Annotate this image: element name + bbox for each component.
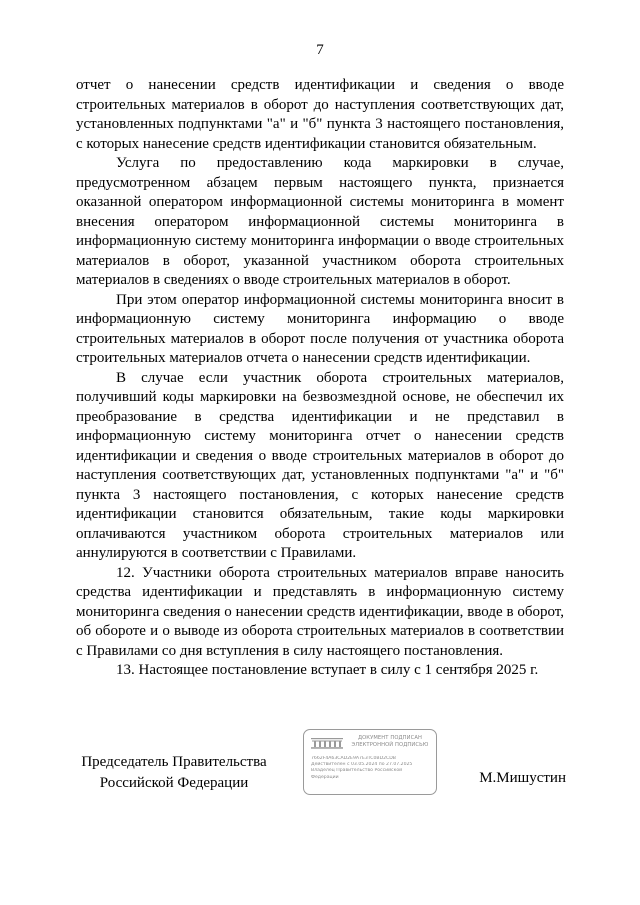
stamp-owner-line1: Владелец Правительство Российской [311, 768, 403, 774]
paragraph-item-13: 13. Настоящее постановление вступает в силу с 1 сентября 2025 г. [116, 662, 539, 678]
stamp-validity: Действителен с 03.05.2024 по 27.07.2025 [311, 762, 413, 768]
stamp-title-line1: ДОКУМЕНТ ПОДПИСАН [357, 735, 423, 741]
signatory-position [78, 752, 270, 794]
stamp-details [311, 756, 433, 781]
stamp-certificate: 7662F4A63CAD2E9A7E3TC0BD2CDB [311, 756, 396, 761]
document-body [76, 76, 564, 681]
stamp-title [346, 735, 434, 748]
paragraph-continuation: отчет о нанесении средств идентификации и сведения о вводе строительных материалов в оборот до наступления соответствующих дат, установленных подпунктами "а" и "б" пункта 3 настоящего постановления, с которых нанесение средств идентификации становится обязательным. [76, 77, 564, 152]
paragraph-item-12: 12. Участники оборота строительных материалов вправе наносить средства идентификации и представлять в информационную систему мониторинга сведения о нанесении средств идентификации, вводе в оборот, об обороте и о выводе из оборота строительных материалов в соответствии с Правилами со дня вступления в силу настоящего постановления. [76, 564, 564, 659]
stamp-owner-line2: Федерации [311, 774, 339, 780]
paragraph-operator-entry: При этом оператор информационной системы мониторинга вносит в информационную систему мониторинга информацию о вводе строительных материалов в оборот после получения от участника оборота строительных материалов отчета о нанесении средств идентификации. [76, 291, 564, 366]
page-number: 7 [316, 42, 324, 58]
electronic-signature-stamp [303, 729, 437, 795]
stamp-title-line2: ЭЛЕКТРОННОЙ ПОДПИСЬЮ [351, 741, 429, 748]
government-emblem-icon [310, 736, 344, 750]
signatory-position-line1: Председатель Правительства [81, 754, 267, 770]
paragraph-unused-codes: В случае если участник оборота строительных материалов, получивший коды маркировки на безвозмездной основе, не обеспечил их преобразование в средства идентификации и не представил в информационную систему мониторинга отчет о нанесении средств идентификации и сведения о вводе строительных материалов в оборот до наступления соответствующих дат, установленных подпунктами "а" и "б" пункта 3 настоящего постановления, с которых нанесение средств идентификации становится обязательным, такие коды маркировки оплачиваются участником оборота строительных материалов или аннулируются в соответствии с Правилами. [76, 369, 564, 561]
signatory-name: М.Мишустин [479, 770, 566, 786]
paragraph-service-code: Услуга по предоставлению кода маркировки в случае, предусмотренном абзацем первым настоящего пункта, признается оказанной оператором информационной системы мониторинга в момент внесения оператором информационной системы мониторинга в информационную систему мониторинга информации о вводе строительных материалов в оборот, указанной участником оборота строительных материалов в сведениях о вводе строительных материалов в оборот. [76, 155, 564, 288]
signatory-position-line2: Российской Федерации [99, 775, 249, 791]
